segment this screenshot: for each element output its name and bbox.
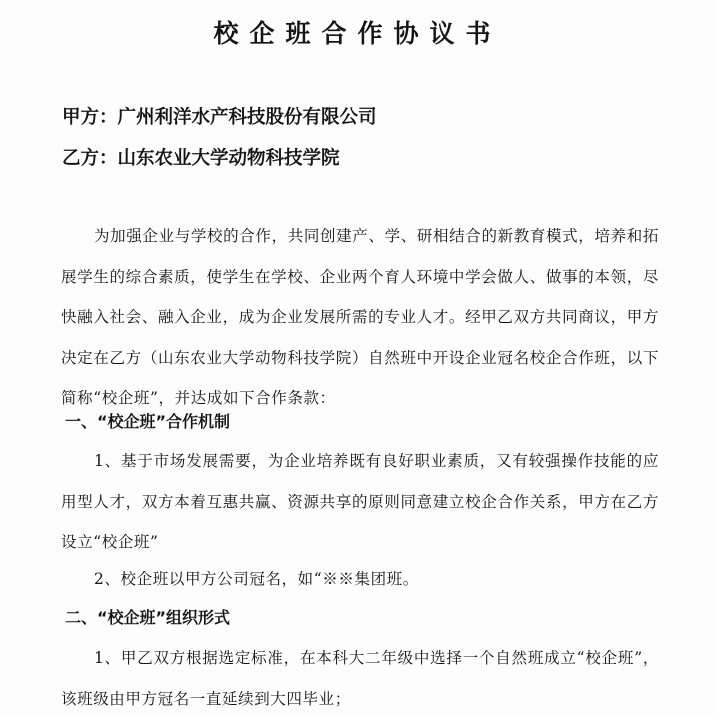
section-2-clause-1: 1、甲乙双方根据选定标准，在本科大二年级中选择一个自然班成立“校企班”，该班级由甲方冠名一直延续到大四毕业；	[61, 649, 659, 708]
section-1-clause-1: 1、基于市场发展需要，为企业培养既有良好职业素质，又有较强操作技能的应用型人才，双方本着互惠共赢、资源共享的原则同意建立校企合作关系，甲方在乙方设立“校企班”	[61, 452, 659, 552]
section-2-heading: 二、“校企班”组织形式	[65, 608, 231, 627]
party-a-line: 甲方：广州利洋水产科技股份有限公司	[62, 107, 377, 128]
section-1-heading: 一、“校企班”合作机制	[65, 412, 231, 431]
party-b-line: 乙方：山东农业大学动物科技学院	[62, 148, 340, 169]
intro-paragraph: 为加强企业与学校的合作，共同创建产、学、研相结合的新教育模式，培养和拓展学生的综合素质，使学生在学校、企业两个育人环境中学会做人、做事的本领，尽快融入社会、融入企业，成为企业发展所需的专业人才。经甲乙双方共同商议，甲方决定在乙方（山东农业大学动物科技学院）自然班中开设企业冠名校企合作班，以下简称“校企班”，并达成如下合作条款：	[61, 227, 659, 408]
document-title: 校企班合作协议书	[213, 19, 502, 48]
section-1-clause-2: 2、校企班以甲方公司冠名，如“※※集团班。	[94, 570, 419, 588]
